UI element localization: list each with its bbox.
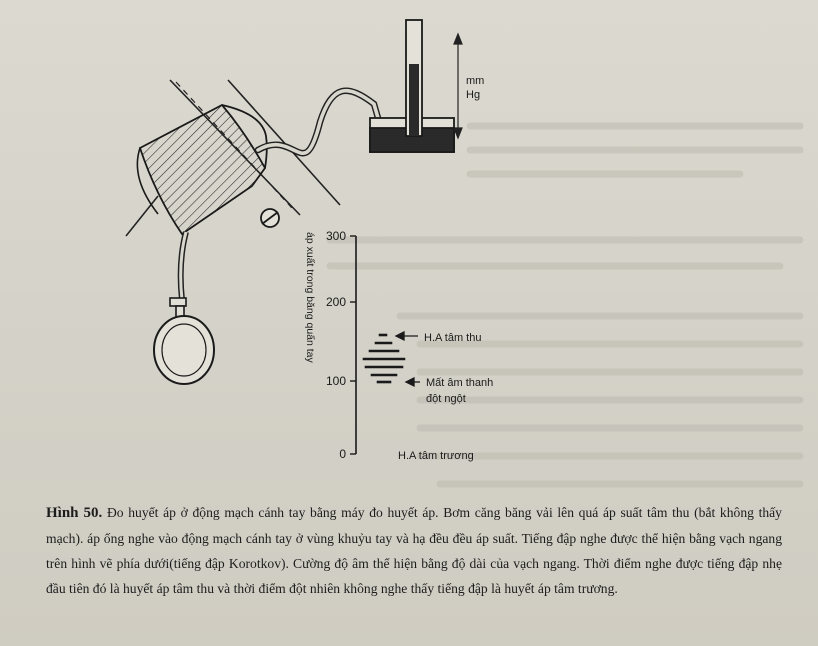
tick-100: 100 [325,374,346,388]
label-lost-sound-2: đột ngột [426,393,466,405]
unit-hg: Hg [466,89,481,101]
tick-0: 0 [339,447,346,461]
axis-label: áp xuất trong băng quấn tay [304,232,316,363]
korotkov-sound-bars [364,335,404,382]
tick-200: 200 [325,295,346,309]
caption-label: Hình 50. [46,505,103,521]
label-diastolic: H.A tâm trương [398,450,474,462]
unit-mm: mm [466,75,485,87]
pressure-axis [350,236,356,454]
inflation-bulb [154,316,214,384]
valve-screw [170,298,186,318]
caption-text: Đo huyết áp ở động mạch cánh tay bằng máy đo huyết áp. Bơm căng băng vải lên quá áp suất tâm thu (bắt không thấy mạch). áp ống nghe vào động mạch cánh tay ở vùng khuỷu tay và hạ đều đều áp suất. Tiếng đập nghe được thể hiện bằng vạch ngang trên hình vẽ phía dưới(tiếng đập Korotkov). Cường độ âm thể hiện bằng độ dài của vạch ngang. Thời điểm nghe được tiếng đập nhẹ đầu tiên đó là huyết áp tâm thu và thời điểm đột nhiên không nghe thấy tiếng đập là huyết áp tâm trương. [46,505,782,596]
stethoscope-head [261,209,279,227]
cuff [137,105,266,234]
label-systolic: H.A tâm thu [424,332,482,344]
mercury-height-arrow [454,34,462,138]
figure-caption [46,500,782,601]
tick-300: 300 [325,229,346,243]
mercury-manometer [370,20,454,152]
label-lost-sound-1: Mất âm thanh [426,377,494,389]
